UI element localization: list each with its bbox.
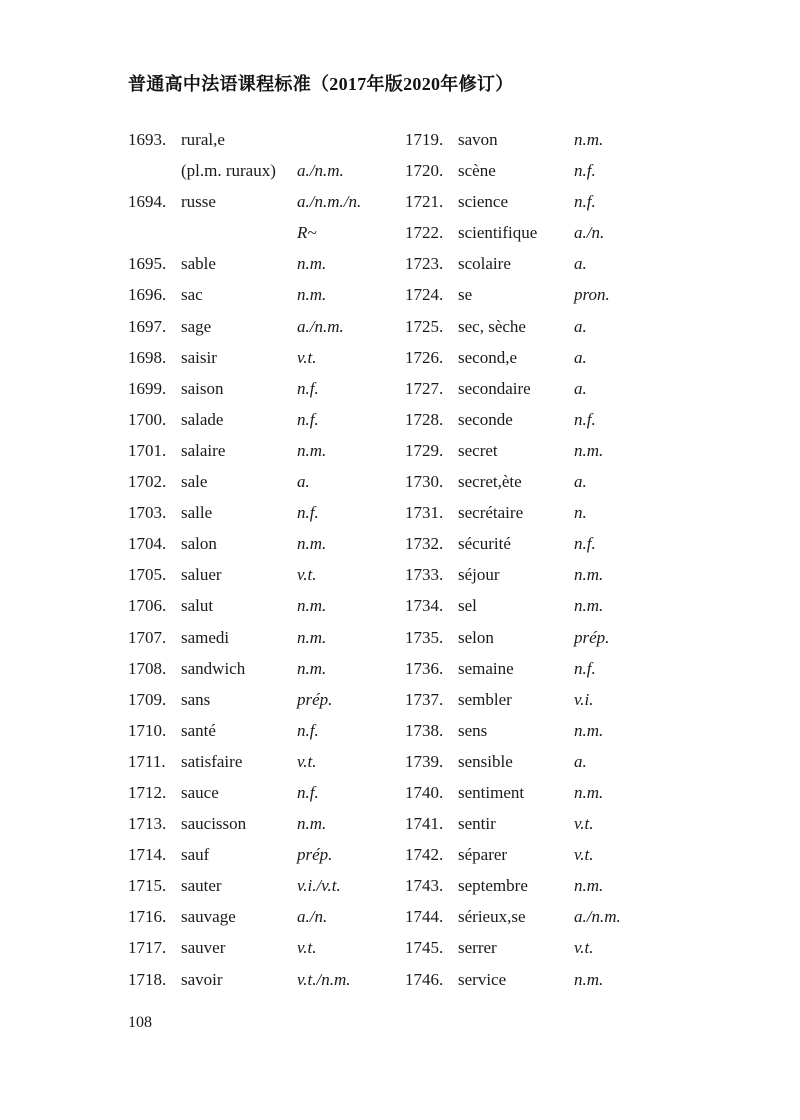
entry-part-of-speech: a.	[574, 472, 587, 492]
entry-word: sandwich	[181, 658, 246, 678]
entry-part-of-speech: v.i.	[574, 689, 594, 709]
entry-part-of-speech: a./n.m.	[297, 316, 344, 336]
entry-part-of-speech: a./n.m.	[297, 161, 344, 181]
entry-word: sec, sèche	[458, 316, 526, 336]
entry-word: sérieux,se	[458, 907, 526, 927]
entry-word: seconde	[458, 409, 513, 429]
entry-part-of-speech: n.m.	[297, 814, 327, 834]
entry-number: 1701.	[128, 440, 167, 460]
entry-part-of-speech: v.t.	[297, 938, 317, 958]
page-title: 普通高中法语课程标准（2017年版2020年修订）	[128, 74, 514, 94]
entry-number: 1697.	[128, 316, 167, 336]
entry-part-of-speech: n.	[574, 503, 587, 523]
entry-number: 1702.	[128, 472, 167, 492]
entry-part-of-speech: n.m.	[574, 440, 604, 460]
entry-word: salade	[181, 409, 224, 429]
entry-number: 1746.	[405, 969, 444, 989]
entry-part-of-speech: v.t.	[297, 565, 317, 585]
entry-part-of-speech: a.	[574, 316, 587, 336]
entry-number: 1718.	[128, 969, 167, 989]
entry-word: sauf	[181, 845, 210, 865]
entry-part-of-speech: v.t.	[574, 938, 594, 958]
entry-part-of-speech: n.f.	[297, 378, 319, 398]
entry-number: 1741.	[405, 814, 444, 834]
entry-word: sauter	[181, 876, 222, 896]
entry-part-of-speech: n.f.	[297, 503, 319, 523]
entry-part-of-speech: n.m.	[297, 658, 327, 678]
entry-part-of-speech: R~	[297, 223, 317, 243]
entry-word: saucisson	[181, 814, 247, 834]
entry-word: second,e	[458, 347, 518, 367]
entry-part-of-speech: v.t./n.m.	[297, 969, 351, 989]
entry-number: 1721.	[405, 192, 444, 212]
entry-number: 1711.	[128, 751, 166, 771]
entry-part-of-speech: n.m.	[574, 782, 604, 802]
entry-word: séjour	[458, 565, 500, 585]
entry-word: selon	[458, 627, 494, 647]
entry-part-of-speech: a./n.	[574, 223, 605, 243]
entry-word: sans	[181, 689, 211, 709]
entry-word: sage	[181, 316, 212, 336]
entry-part-of-speech: n.f.	[574, 658, 596, 678]
entry-part-of-speech: pron.	[574, 285, 610, 305]
entry-part-of-speech: a.	[574, 751, 587, 771]
entry-word: salut	[181, 596, 214, 616]
entry-word: sensible	[458, 751, 513, 771]
entry-number: 1743.	[405, 876, 444, 896]
page-number: 108	[128, 1014, 152, 1031]
entry-word: semaine	[458, 658, 514, 678]
entry-part-of-speech: prép.	[574, 627, 610, 647]
entry-word: septembre	[458, 876, 528, 896]
entry-part-of-speech: n.m.	[297, 254, 327, 274]
entry-number: 1725.	[405, 316, 444, 336]
entry-word: scientifique	[458, 223, 538, 243]
entry-word: salle	[181, 503, 213, 523]
entry-part-of-speech: n.f.	[297, 409, 319, 429]
entry-number: 1708.	[128, 658, 167, 678]
entry-word: sac	[181, 285, 203, 305]
entry-word: scolaire	[458, 254, 511, 274]
entry-number: 1737.	[405, 689, 444, 709]
entry-number: 1704.	[128, 534, 167, 554]
entry-part-of-speech: n.m.	[297, 285, 327, 305]
entry-word: sentir	[458, 814, 496, 834]
entry-part-of-speech: n.m.	[297, 627, 327, 647]
entry-part-of-speech: prép.	[297, 689, 333, 709]
entry-part-of-speech: n.f.	[297, 720, 319, 740]
entry-word: rural,e	[181, 130, 225, 149]
entry-number: 1703.	[128, 503, 167, 523]
entry-part-of-speech: a.	[574, 254, 587, 274]
entry-number: 1720.	[405, 161, 444, 181]
entry-word: saluer	[181, 565, 222, 585]
entry-word: satisfaire	[181, 751, 243, 771]
entry-part-of-speech: n.m.	[574, 596, 604, 616]
entry-number: 1730.	[405, 472, 444, 492]
entry-word: sentiment	[458, 782, 525, 802]
entry-part-of-speech: v.t.	[297, 751, 317, 771]
entry-number: 1734.	[405, 596, 444, 616]
entry-number: 1739.	[405, 751, 444, 771]
entry-number: 1709.	[128, 689, 167, 709]
entry-number: 1723.	[405, 254, 444, 274]
entry-word: se	[458, 285, 473, 305]
entry-number: 1745.	[405, 938, 444, 958]
entry-number: 1698.	[128, 347, 167, 367]
entry-word: sauce	[181, 782, 219, 802]
entry-word: séparer	[458, 845, 508, 865]
entry-number: 1728.	[405, 409, 444, 429]
entry-number: 1744.	[405, 907, 444, 927]
entry-part-of-speech: n.m.	[574, 720, 604, 740]
entry-number: 1724.	[405, 285, 444, 305]
entry-word: sens	[458, 720, 488, 740]
entry-word: samedi	[181, 627, 230, 647]
entry-number: 1714.	[128, 845, 167, 865]
entry-word: saison	[181, 378, 224, 398]
entry-number: 1719.	[405, 130, 444, 149]
entry-part-of-speech: v.t.	[574, 845, 594, 865]
entry-part-of-speech: n.f.	[297, 782, 319, 802]
entry-number: 1694.	[128, 192, 167, 212]
entry-number: 1707.	[128, 627, 167, 647]
entry-number: 1722.	[405, 223, 444, 243]
entry-number: 1738.	[405, 720, 444, 740]
entry-word: savoir	[181, 969, 223, 989]
entry-part-of-speech: n.f.	[574, 161, 596, 181]
entry-number: 1735.	[405, 627, 444, 647]
entry-number: 1699.	[128, 378, 167, 398]
entry-part-of-speech: prép.	[297, 845, 333, 865]
entry-word: secret	[458, 440, 498, 460]
entry-part-of-speech: v.t.	[297, 347, 317, 367]
entry-word: russe	[181, 192, 216, 212]
entry-word: sauver	[181, 938, 226, 958]
entry-word: secret,ète	[458, 472, 522, 492]
entry-part-of-speech: n.m.	[297, 596, 327, 616]
entry-part-of-speech: n.m.	[297, 440, 327, 460]
entry-part-of-speech: a./n.	[297, 907, 328, 927]
entry-part-of-speech: n.m.	[297, 534, 327, 554]
entry-part-of-speech: v.t.	[574, 814, 594, 834]
entry-word: serrer	[458, 938, 497, 958]
entry-number: 1736.	[405, 658, 444, 678]
entry-number: 1740.	[405, 782, 444, 802]
entry-part-of-speech: n.m.	[574, 876, 604, 896]
entry-number: 1727.	[405, 378, 444, 398]
entry-part-of-speech: a./n.m./n.	[297, 192, 362, 212]
entry-number: 1712.	[128, 782, 167, 802]
entry-word: sécurité	[458, 534, 511, 554]
entry-number: 1693.	[128, 130, 167, 149]
entry-part-of-speech: n.f.	[574, 192, 596, 212]
entry-number: 1733.	[405, 565, 444, 585]
entry-part-of-speech: a.	[574, 347, 587, 367]
entry-part-of-speech: v.i./v.t.	[297, 876, 341, 896]
entry-word: secondaire	[458, 378, 531, 398]
entry-word: sembler	[458, 689, 512, 709]
entry-number: 1705.	[128, 565, 167, 585]
entry-word: secrétaire	[458, 503, 524, 523]
entry-number: 1731.	[405, 503, 444, 523]
entry-number: 1716.	[128, 907, 167, 927]
entry-part-of-speech: n.m.	[574, 130, 604, 149]
entry-number: 1715.	[128, 876, 167, 896]
entry-word: sel	[458, 596, 477, 616]
entry-part-of-speech: n.f.	[574, 534, 596, 554]
entry-word: saisir	[181, 347, 217, 367]
entry-word: savon	[458, 130, 498, 149]
entry-part-of-speech: n.m.	[574, 969, 604, 989]
entry-part-of-speech: n.f.	[574, 409, 596, 429]
entry-number: 1729.	[405, 440, 444, 460]
entry-word: sale	[181, 472, 208, 492]
entry-word: sauvage	[181, 907, 236, 927]
entry-word: santé	[181, 720, 216, 740]
entry-number: 1695.	[128, 254, 167, 274]
entry-word: (pl.m. ruraux)	[181, 161, 276, 181]
entry-number: 1700.	[128, 409, 167, 429]
entry-part-of-speech: a.	[297, 472, 310, 492]
entry-number: 1713.	[128, 814, 167, 834]
entry-word: sable	[181, 254, 216, 274]
entry-number: 1732.	[405, 534, 444, 554]
entry-word: service	[458, 969, 507, 989]
entry-number: 1706.	[128, 596, 167, 616]
entry-part-of-speech: a.	[574, 378, 587, 398]
entry-word: science	[458, 192, 509, 212]
entry-word: scène	[458, 161, 496, 181]
entry-number: 1726.	[405, 347, 444, 367]
entry-number: 1742.	[405, 845, 444, 865]
entry-number: 1717.	[128, 938, 167, 958]
entry-number: 1710.	[128, 720, 167, 740]
entry-part-of-speech: a./n.m.	[574, 907, 621, 927]
entry-part-of-speech: n.m.	[574, 565, 604, 585]
entry-number: 1696.	[128, 285, 167, 305]
entry-word: salon	[181, 534, 217, 554]
entry-word: salaire	[181, 440, 226, 460]
